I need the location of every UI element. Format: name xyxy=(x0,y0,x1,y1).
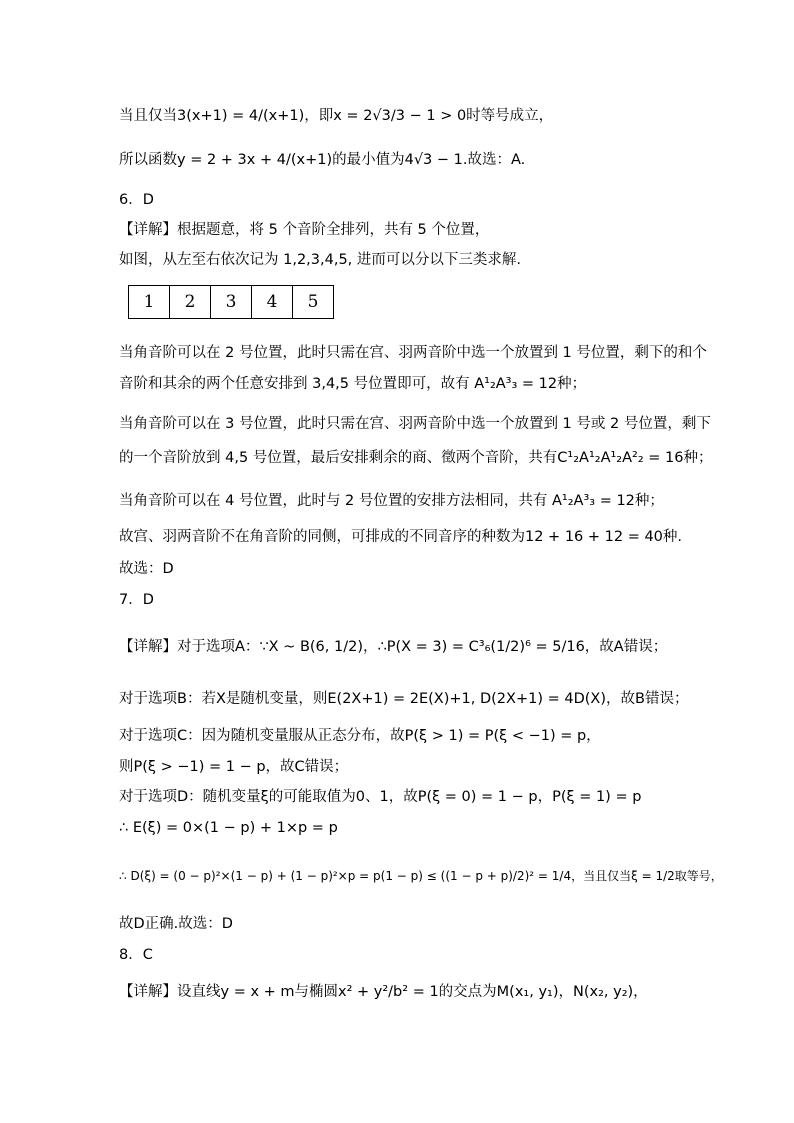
text-line-5: 如图，从左至右依次记为 1,2,3,4,5, 进而可以分以下三类求解. xyxy=(119,252,521,268)
position-cell: 1 xyxy=(129,286,170,319)
text-line-18: 对于选项D：随机变量ξ的可能取值为0、1，故P(ξ = 0) = 1 − p，P(ξ = 1) = p xyxy=(119,789,642,805)
text-line-10: 当角音阶可以在 4 号位置，此时与 2 号位置的安排方法相同，共有 A¹₂A³₃ = 12种； xyxy=(119,493,664,509)
text-line-21: 故D正确.故选：D xyxy=(119,916,233,932)
text-line-23: 【详解】设直线y = x + m与椭圆x² + y²/b² = 1的交点为M(x₁, y₁)，N(x₂, y₂)， xyxy=(119,984,648,1000)
text-line-12: 故选：D xyxy=(119,561,174,577)
text-line-2: 所以函数y = 2 + 3x + 4/(x+1)的最小值为4√3 − 1.故选：A. xyxy=(119,152,526,168)
text-line-19: ∴ E(ξ) = 0×(1 − p) + 1×p = p xyxy=(119,820,338,836)
position-cell: 4 xyxy=(252,286,293,319)
text-line-14: 【详解】对于选项A：∵X ~ B(6, 1/2)，∴P(X = 3) = C³₆(1/2)⁶ = 5/16，故A错误； xyxy=(119,639,668,655)
text-line-1: 当且仅当3(x+1) = 4/(x+1)，即x = 2√3/3 − 1 > 0时等号成立， xyxy=(119,108,554,124)
position-row xyxy=(129,286,334,319)
text-line-8: 当角音阶可以在 3 号位置，此时只需在宫、羽两音阶中选一个放置到 1 号或 2 号位置，剩下 xyxy=(119,416,711,432)
position-cell: 5 xyxy=(293,286,334,319)
position-table xyxy=(128,285,334,319)
text-line-9: 的一个音阶放到 4,5 号位置，最后安排剩余的商、徵两个音阶，共有C¹₂A¹₂A¹₂A²₂ = 16种； xyxy=(119,450,713,466)
answer-6-heading: 6．D xyxy=(119,192,154,208)
text-line-7: 音阶和其余的两个任意安排到 3,4,5 号位置即可，故有 A¹₂A³₃ = 12种； xyxy=(119,376,587,392)
position-cell: 3 xyxy=(211,286,252,319)
text-line-17: 则P(ξ > −1) = 1 − p，故C错误； xyxy=(119,759,349,775)
text-line-6: 当角音阶可以在 2 号位置，此时只需在宫、羽两音阶中选一个放置到 1 号位置，剩下的和个 xyxy=(119,345,707,361)
text-line-15: 对于选项B：若X是随机变量，则E(2X+1) = 2E(X)+1, D(2X+1) = 4D(X)，故B错误； xyxy=(119,691,689,707)
text-line-20: ∴ D(ξ) = (0 − p)²×(1 − p) + (1 − p)²×p = p(1 − p) ≤ ((1 − p + p)/2)² = 1/4，当且仅当ξ = 1/2取等号， xyxy=(119,869,723,883)
answer-8-heading: 8．C xyxy=(119,947,153,963)
answer-7-heading: 7．D xyxy=(119,592,154,608)
text-line-16: 对于选项C：因为随机变量服从正态分布，故P(ξ > 1) = P(ξ < −1) = p， xyxy=(119,728,601,744)
text-line-11: 故宫、羽两音阶不在角音阶的同侧，可排成的不同音序的种数为12 + 16 + 12 = 40种. xyxy=(119,529,683,545)
position-cell: 2 xyxy=(170,286,211,319)
text-line-4: 【详解】根据题意，将 5 个音阶全排列，共有 5 个位置， xyxy=(119,222,490,238)
